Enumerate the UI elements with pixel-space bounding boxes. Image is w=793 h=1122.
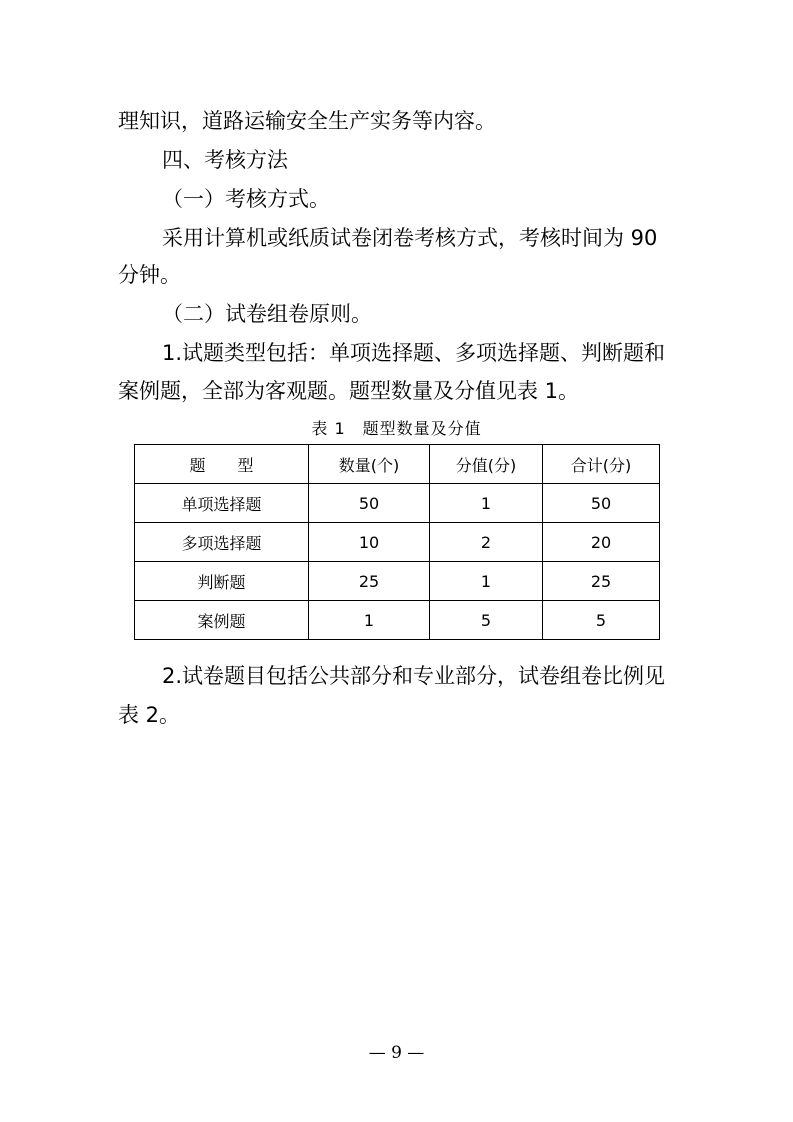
page-number: — 9 — bbox=[368, 1043, 425, 1063]
table-cell: 25 bbox=[309, 562, 430, 601]
table-cell: 单项选择题 bbox=[135, 484, 309, 523]
table-cell: 50 bbox=[309, 484, 430, 523]
table-row bbox=[135, 484, 660, 523]
table-cell: 25 bbox=[543, 562, 660, 601]
paragraph-exam-composition-line1: 2.试卷题目包括公共部分和专业部分，试卷组卷比例见 bbox=[162, 664, 666, 688]
table-cell: 1 bbox=[309, 601, 430, 640]
table-cell: 20 bbox=[543, 523, 660, 562]
table-cell: 案例题 bbox=[135, 601, 309, 640]
paragraph-assessment-mode-line1: 采用计算机或纸质试卷闭卷考核方式，考核时间为 90 bbox=[162, 226, 658, 250]
table-cell: 多项选择题 bbox=[135, 523, 309, 562]
header-total: 合计(分) bbox=[543, 445, 660, 484]
paragraph-assessment-mode-line2: 分钟。 bbox=[118, 263, 181, 287]
table-row bbox=[135, 562, 660, 601]
table-cell: 50 bbox=[543, 484, 660, 523]
paragraph-question-types-line1: 1.试题类型包括：单项选择题、多项选择题、判断题和 bbox=[162, 341, 666, 365]
table-cell: 判断题 bbox=[135, 562, 309, 601]
table-cell: 5 bbox=[543, 601, 660, 640]
table-cell: 1 bbox=[430, 484, 543, 523]
paragraph-exam-composition-line2: 表 2。 bbox=[118, 703, 181, 727]
question-type-table bbox=[134, 444, 660, 640]
table-row bbox=[135, 601, 660, 640]
table-cell: 2 bbox=[430, 523, 543, 562]
table-row bbox=[135, 523, 660, 562]
header-question-type: 题 型 bbox=[135, 445, 309, 484]
header-quantity: 数量(个) bbox=[309, 445, 430, 484]
table-cell: 5 bbox=[430, 601, 543, 640]
table-caption: 表 1 题型数量及分值 bbox=[311, 419, 482, 438]
subheading-assessment-mode: （一）考核方式。 bbox=[162, 187, 330, 211]
subheading-exam-principles: （二）试卷组卷原则。 bbox=[162, 302, 372, 326]
table-cell: 1 bbox=[430, 562, 543, 601]
paragraph-question-types-line2: 案例题，全部为客观题。题型数量及分值见表 1。 bbox=[118, 379, 580, 403]
header-score: 分值(分) bbox=[430, 445, 543, 484]
paragraph-continuation: 理知识，道路运输安全生产实务等内容。 bbox=[118, 109, 496, 133]
table-cell: 10 bbox=[309, 523, 430, 562]
table-header-row bbox=[135, 445, 660, 484]
section-heading-assessment-method: 四、考核方法 bbox=[162, 148, 288, 172]
